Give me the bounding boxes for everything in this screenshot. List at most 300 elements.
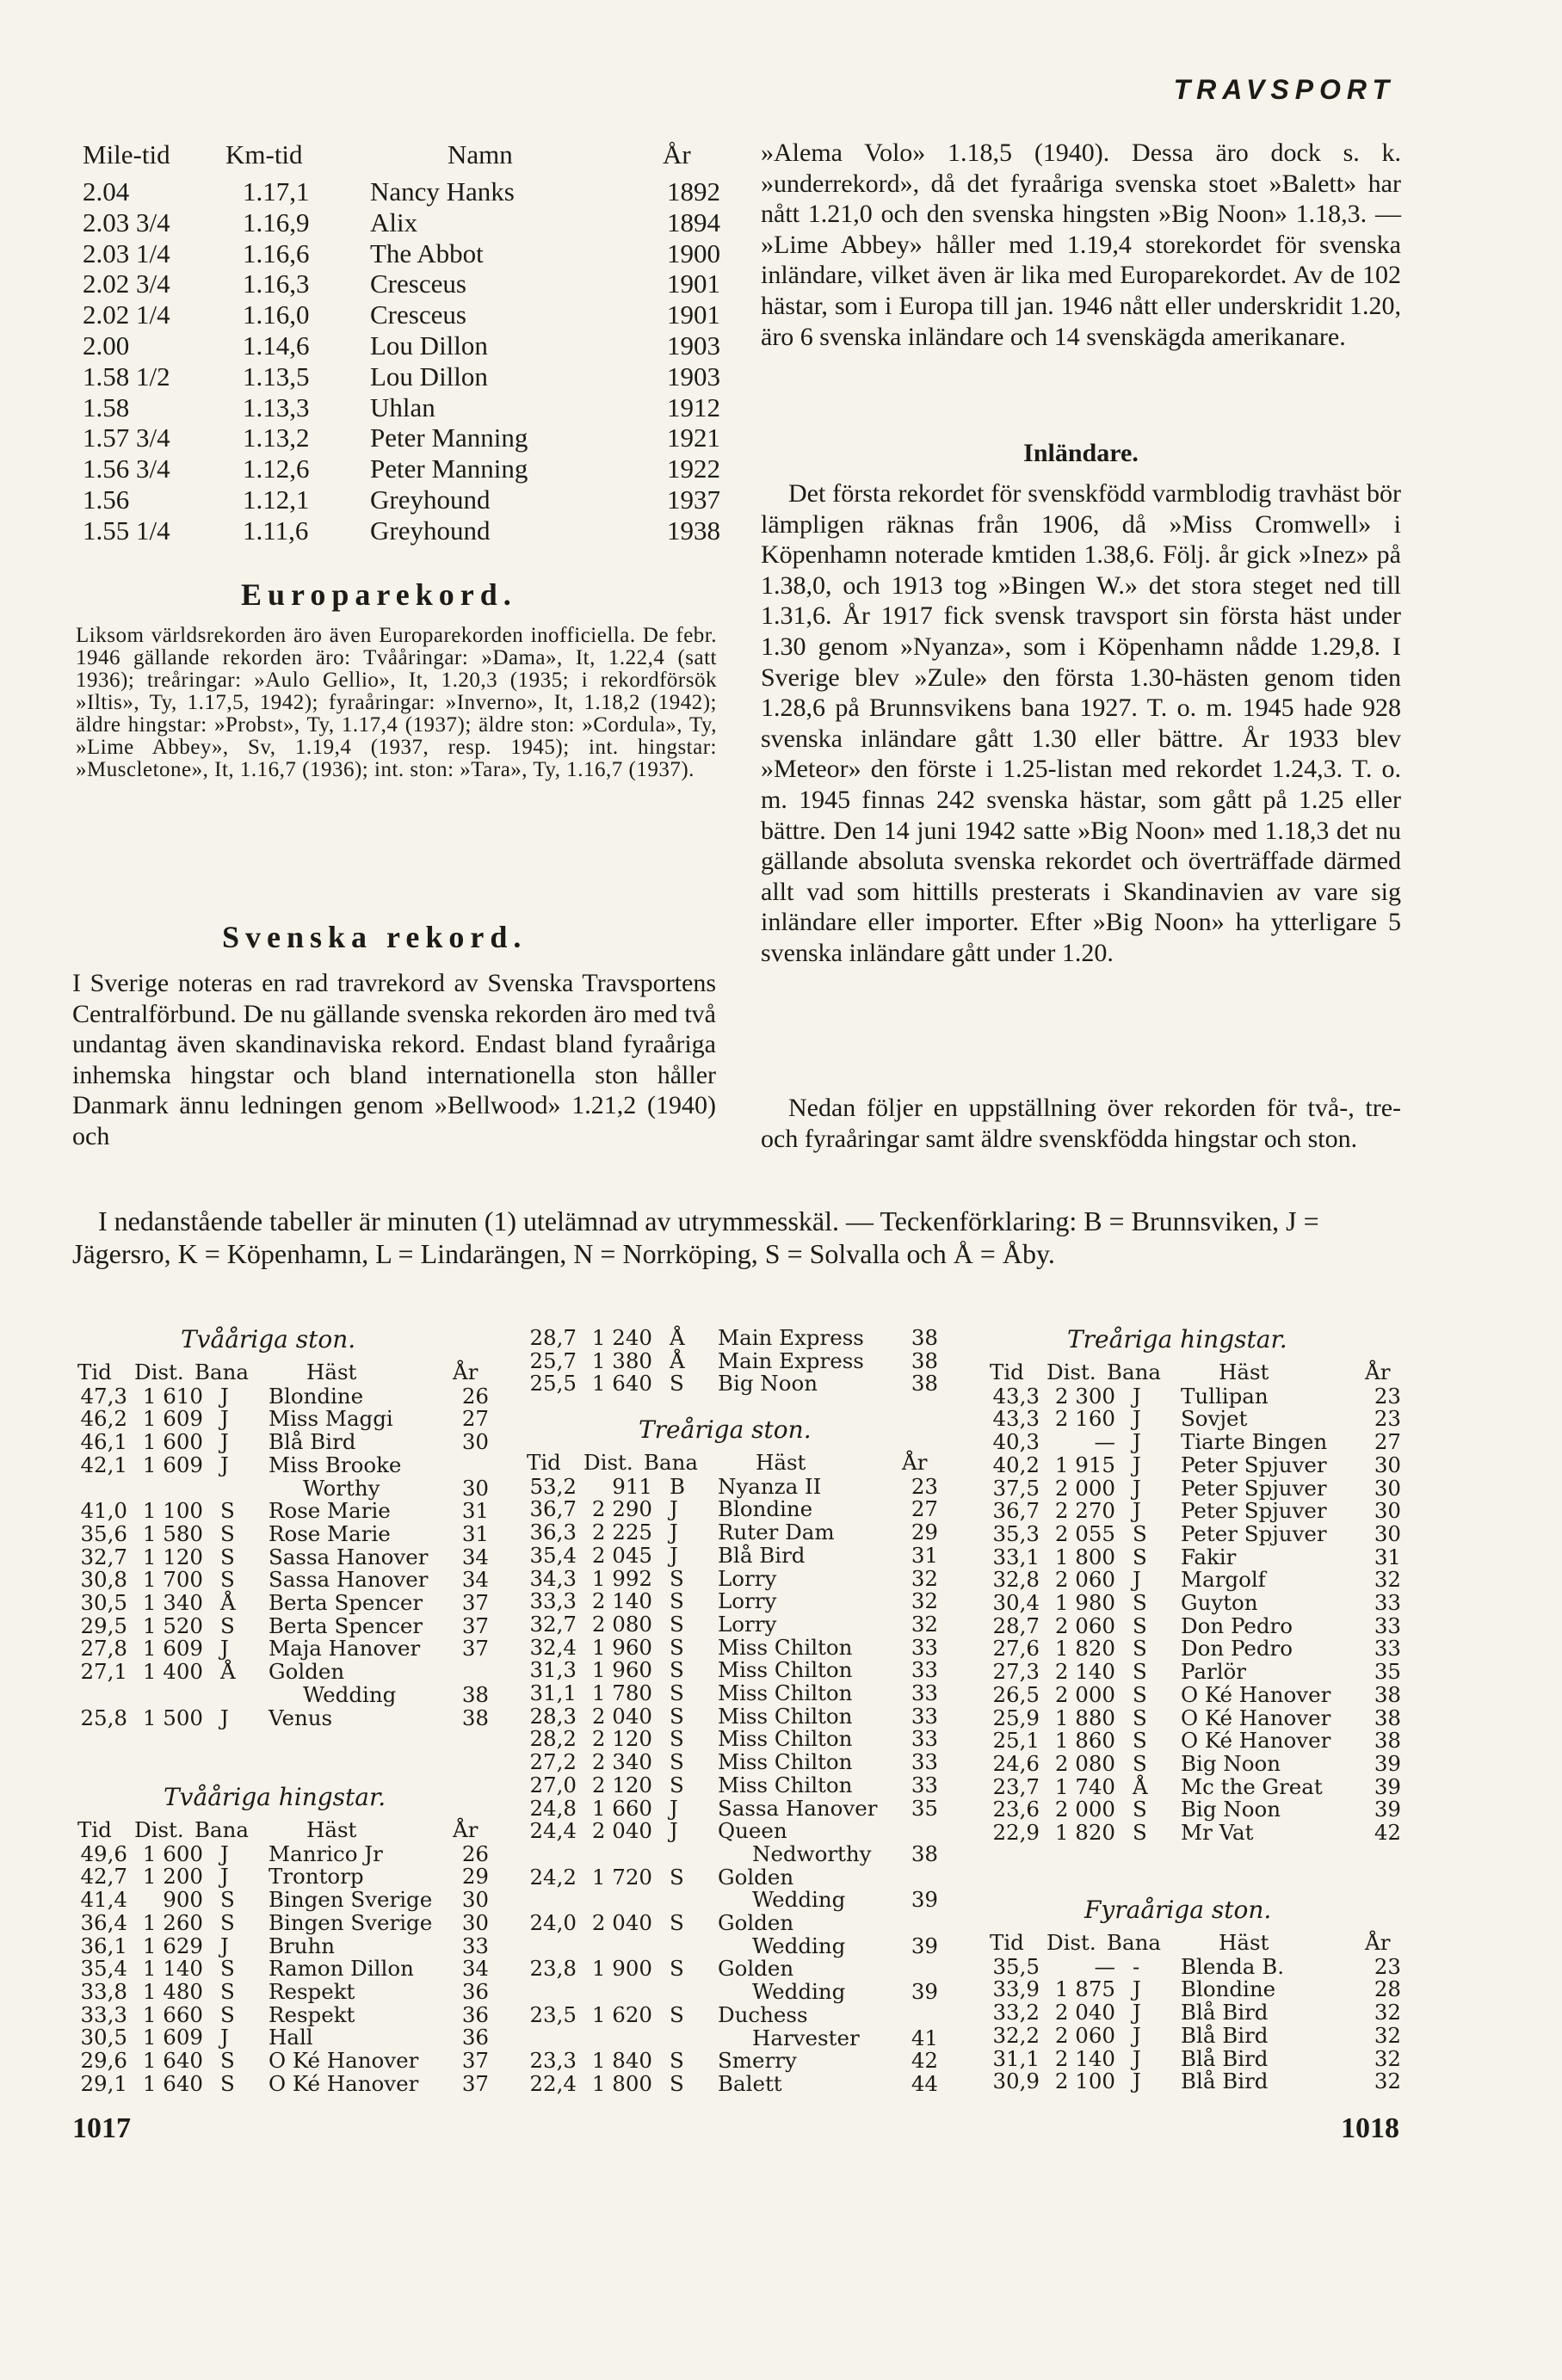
cell-hast: Don Pedro bbox=[1181, 1636, 1293, 1662]
cell-ar: 37 bbox=[461, 2070, 489, 2096]
cell-dist: 1 780 bbox=[591, 1680, 652, 1705]
cell-hast: Main Express bbox=[718, 1347, 864, 1373]
col-header-mile: Mile-tid bbox=[83, 139, 170, 170]
col-header-dist: Dist. bbox=[1046, 1930, 1096, 1955]
cell-tid: 43,3 bbox=[992, 1406, 1040, 1432]
cell-ar: 32 bbox=[1374, 1567, 1401, 1593]
cell-hast: Miss Brooke bbox=[269, 1452, 402, 1477]
cell-hast: Venus bbox=[269, 1705, 333, 1730]
cell-dist: 2 040 bbox=[591, 1818, 652, 1844]
cell-bana: - bbox=[1133, 1953, 1140, 1979]
cell-hast: O Ké Hanover bbox=[1181, 1728, 1331, 1754]
cell-dist: 2 045 bbox=[591, 1542, 652, 1568]
cell-bana: S bbox=[670, 1749, 684, 1775]
col-header-dist: Dist. bbox=[583, 1450, 633, 1475]
cell-hast: Berta Spencer bbox=[269, 1590, 423, 1615]
cell-dist: 2 060 bbox=[1054, 2022, 1115, 2048]
wr-cell-mile: 1.56 bbox=[83, 484, 130, 515]
wr-cell-km: 1.11,6 bbox=[243, 515, 309, 546]
cell-dist: 1 980 bbox=[1054, 1590, 1115, 1615]
cell-bana: J bbox=[1133, 1475, 1141, 1501]
col-header-tid: Tid bbox=[527, 1450, 561, 1475]
cell-tid: 25,9 bbox=[992, 1705, 1040, 1730]
cell-bana: S bbox=[220, 1887, 235, 1913]
cell-hast: Bingen Sverige bbox=[269, 1909, 433, 1935]
cell-tid: 29,1 bbox=[80, 2070, 127, 2096]
wr-cell-mile: 1.56 3/4 bbox=[83, 453, 170, 484]
wr-cell-name: Lou Dillon bbox=[370, 361, 488, 392]
cell-ar: 32 bbox=[1374, 2045, 1401, 2071]
cell-dist: 1 740 bbox=[1054, 1773, 1115, 1799]
cell-hast: Parlör bbox=[1181, 1659, 1247, 1685]
cell-hast: Hall bbox=[269, 2025, 313, 2050]
cell-dist: 1 629 bbox=[142, 1933, 203, 1958]
cell-tid: 40,2 bbox=[992, 1452, 1040, 1477]
cell-tid: 35,4 bbox=[529, 1542, 577, 1568]
cell-bana: S bbox=[220, 1498, 235, 1524]
page-number-left: 1017 bbox=[72, 2112, 131, 2144]
cell-hast: Duchess bbox=[718, 2001, 808, 2027]
wr-cell-mile: 2.03 3/4 bbox=[83, 207, 170, 237]
cell-tid: 43,3 bbox=[992, 1383, 1040, 1409]
cell-ar: 23 bbox=[911, 1473, 938, 1499]
cell-dist: 1 800 bbox=[1054, 1544, 1115, 1569]
cell-tid: 35,5 bbox=[992, 1953, 1040, 1979]
wr-cell-mile: 2.03 1/4 bbox=[83, 237, 170, 268]
col-header-ar: År bbox=[453, 1817, 478, 1842]
cell-bana: S bbox=[1133, 1728, 1147, 1754]
cell-tid: 33,9 bbox=[992, 1976, 1040, 2002]
cell-dist: 1 915 bbox=[1054, 1452, 1115, 1477]
col-header-ar: År bbox=[1365, 1360, 1391, 1384]
col-header-ar: År bbox=[902, 1450, 928, 1475]
wr-cell-year: 1938 bbox=[667, 515, 720, 546]
cell-tid: 30,4 bbox=[992, 1590, 1040, 1615]
cell-bana: S bbox=[220, 1909, 235, 1935]
cell-tid: 32,7 bbox=[529, 1611, 577, 1637]
cell-bana: S bbox=[670, 2001, 684, 2027]
cell-tid: 32,7 bbox=[80, 1544, 127, 1569]
cell-hast: O Ké Hanover bbox=[269, 2048, 419, 2073]
cell-dist: 1 380 bbox=[591, 1347, 652, 1373]
wr-cell-name: Peter Manning bbox=[370, 453, 528, 484]
cell-tid: 31,1 bbox=[529, 1680, 577, 1705]
cell-ar: 30 bbox=[1374, 1452, 1401, 1477]
cell-bana: J bbox=[220, 1840, 229, 1866]
cell-bana: S bbox=[220, 2070, 235, 2096]
cell-hast: Blå Bird bbox=[1181, 2069, 1269, 2094]
cell-hast: Blå Bird bbox=[1181, 2022, 1269, 2048]
cell-bana: S bbox=[670, 1371, 684, 1397]
col-header-hast: Häst bbox=[1219, 1930, 1269, 1955]
cell-hast: Blondine bbox=[269, 1383, 364, 1409]
cell-bana: J bbox=[220, 1864, 229, 1890]
cell-bana: J bbox=[670, 1496, 678, 1522]
cell-bana: S bbox=[670, 2070, 684, 2096]
cell-ar: 38 bbox=[911, 1840, 938, 1866]
cell-ar: 42 bbox=[1374, 1820, 1401, 1845]
cell-tid: 25,8 bbox=[80, 1705, 127, 1730]
cell-dist: 1 840 bbox=[591, 2048, 652, 2074]
cell-dist: 2 080 bbox=[591, 1611, 652, 1637]
cell-bana: S bbox=[1133, 1544, 1147, 1569]
cell-hast: Blå Bird bbox=[269, 1429, 356, 1455]
col-header-bana: Bana bbox=[1107, 1930, 1161, 1955]
cell-tid: 36,7 bbox=[529, 1496, 577, 1522]
cell-hast: Peter Spjuver bbox=[1181, 1520, 1327, 1546]
cell-bana: J bbox=[1133, 1406, 1141, 1432]
cell-dist: 2 290 bbox=[591, 1496, 652, 1522]
col-header-hast: Häst bbox=[306, 1360, 357, 1384]
cell-tid: 24,6 bbox=[992, 1750, 1040, 1776]
wr-cell-mile: 1.58 bbox=[83, 392, 130, 422]
cell-dist: — bbox=[1094, 1429, 1115, 1455]
cell-dist: 1 620 bbox=[591, 2001, 652, 2027]
cell-dist: 2 120 bbox=[591, 1726, 652, 1752]
cell-ar: 39 bbox=[1374, 1773, 1401, 1799]
cell-ar: 38 bbox=[1374, 1728, 1401, 1754]
cell-ar: 32 bbox=[911, 1565, 938, 1591]
cell-hast: Main Express bbox=[718, 1325, 864, 1350]
cell-bana: Å bbox=[1133, 1773, 1148, 1799]
cell-bana: J bbox=[1133, 2022, 1141, 2048]
cell-tid: 33,3 bbox=[80, 2001, 127, 2027]
cell-dist: 1 200 bbox=[142, 1864, 203, 1890]
cell-hast: Sovjet bbox=[1181, 1406, 1248, 1432]
cell-bana: S bbox=[220, 1520, 235, 1546]
cell-ar: 31 bbox=[1374, 1544, 1401, 1569]
wr-cell-km: 1.17,1 bbox=[243, 176, 310, 207]
col-header-bana: Bana bbox=[194, 1360, 249, 1384]
cell-ar: 42 bbox=[911, 2048, 938, 2074]
table-title: Fyraåriga ston. bbox=[1084, 1896, 1272, 1924]
cell-ar: 35 bbox=[911, 1795, 938, 1821]
cell-ar: 34 bbox=[461, 1544, 489, 1569]
cell-tid: 28,7 bbox=[992, 1612, 1040, 1638]
cell-hast: Blå Bird bbox=[1181, 2000, 1269, 2025]
cell-ar: 29 bbox=[461, 1864, 489, 1890]
wr-cell-mile: 2.02 1/4 bbox=[83, 299, 170, 330]
cell-tid: 46,1 bbox=[80, 1429, 127, 1455]
col-header-ar: År bbox=[1365, 1930, 1391, 1955]
wr-cell-km: 1.13,5 bbox=[243, 361, 310, 392]
cell-bana: S bbox=[670, 1565, 684, 1591]
col-header-tid: Tid bbox=[990, 1930, 1024, 1955]
cell-hast: Maja Hanover bbox=[269, 1636, 421, 1662]
cell-bana: S bbox=[1133, 1705, 1147, 1730]
cell-ar: 32 bbox=[1374, 2000, 1401, 2025]
cell-hast: Nedworthy bbox=[752, 1840, 872, 1866]
world-record-table bbox=[0, 0, 757, 568]
cell-tid: 24,0 bbox=[529, 1910, 577, 1935]
cell-hast: Rose Marie bbox=[269, 1498, 391, 1524]
cell-ar: 33 bbox=[1374, 1636, 1401, 1662]
cell-bana: J bbox=[220, 1429, 229, 1455]
cell-dist: 1 960 bbox=[591, 1657, 652, 1683]
cell-bana: S bbox=[670, 1864, 684, 1890]
cell-hast: Sassa Hanover bbox=[269, 1544, 429, 1569]
col-header-bana: Bana bbox=[1107, 1360, 1161, 1384]
cell-tid: 30,9 bbox=[992, 2069, 1040, 2094]
cell-dist: 1 900 bbox=[591, 1956, 652, 1982]
cell-ar: 26 bbox=[461, 1383, 489, 1409]
cell-bana: J bbox=[1133, 1498, 1141, 1524]
cell-hast: Wedding bbox=[752, 1887, 846, 1913]
svenska-text: I Sverige noteras en rad travrekord av Svenska Travsportens Centralförbund. De nu gällande svenska rekorden äro med två undantag även skandinaviska rekord. Endast bland fyraåriga inhemska hingstar och bland internationella ston håller Danmark ännu ledningen genom »Bellwood» 1.21,2 (1940) och bbox=[72, 969, 716, 1150]
cell-dist: 1 860 bbox=[1054, 1728, 1115, 1754]
wr-cell-name: Nancy Hanks bbox=[370, 176, 515, 207]
wr-cell-km: 1.16,6 bbox=[243, 237, 310, 268]
wr-cell-km: 1.16,3 bbox=[243, 268, 310, 299]
cell-hast: Sassa Hanover bbox=[269, 1567, 429, 1593]
cell-bana: S bbox=[670, 1703, 684, 1729]
cell-hast: Miss Chilton bbox=[718, 1634, 853, 1660]
cell-hast: Tullipan bbox=[1181, 1383, 1269, 1409]
cell-tid: 33,3 bbox=[529, 1588, 577, 1614]
cell-bana: S bbox=[220, 1978, 235, 2004]
cell-ar: 23 bbox=[1374, 1406, 1401, 1432]
cell-hast: Peter Spjuver bbox=[1181, 1452, 1327, 1477]
cell-tid: 42,7 bbox=[80, 1864, 127, 1890]
cell-dist: 2 300 bbox=[1054, 1383, 1115, 1409]
cell-ar: 31 bbox=[911, 1542, 938, 1568]
wr-cell-mile: 2.02 3/4 bbox=[83, 268, 170, 299]
cell-tid: 29,6 bbox=[80, 2048, 127, 2073]
cell-dist: 1 120 bbox=[142, 1544, 203, 1569]
col-header-ar: År bbox=[453, 1360, 478, 1384]
cell-hast: O Ké Hanover bbox=[1181, 1705, 1331, 1730]
cell-bana: J bbox=[670, 1795, 678, 1821]
col-header-dist: Dist. bbox=[134, 1360, 184, 1384]
cell-dist: 1 640 bbox=[142, 2070, 203, 2096]
cell-dist: 1 992 bbox=[591, 1565, 652, 1591]
cell-bana: S bbox=[220, 1956, 235, 1982]
cell-ar: 27 bbox=[911, 1496, 938, 1522]
cell-ar: 27 bbox=[1374, 1429, 1401, 1455]
cell-ar: 32 bbox=[911, 1588, 938, 1614]
cell-hast: Miss Chilton bbox=[718, 1749, 853, 1775]
cell-ar: 26 bbox=[461, 1840, 489, 1866]
cell-ar: 33 bbox=[911, 1634, 938, 1660]
cell-tid: 23,3 bbox=[529, 2048, 577, 2074]
cell-hast: Respekt bbox=[269, 2001, 355, 2027]
cell-ar: 28 bbox=[1374, 1976, 1401, 2002]
cell-hast: Big Noon bbox=[1181, 1797, 1281, 1822]
cell-hast: Balett bbox=[718, 2070, 782, 2096]
cell-hast: Lorry bbox=[718, 1565, 777, 1591]
cell-tid: 31,1 bbox=[992, 2045, 1040, 2071]
cell-dist: 1 400 bbox=[142, 1659, 203, 1685]
page-number-right: 1018 bbox=[1341, 2112, 1399, 2144]
cell-hast: Miss Chilton bbox=[718, 1680, 853, 1705]
cell-dist: 2 055 bbox=[1054, 1520, 1115, 1546]
wr-cell-km: 1.16,9 bbox=[243, 207, 310, 237]
cell-tid: 36,4 bbox=[80, 1909, 127, 1935]
cell-hast: Miss Chilton bbox=[718, 1772, 853, 1797]
cell-hast: Big Noon bbox=[1181, 1750, 1281, 1776]
wr-cell-year: 1922 bbox=[667, 453, 720, 484]
cell-hast: Trontorp bbox=[269, 1864, 364, 1890]
right-para-1: »Alema Volo» 1.18,5 (1940). Dessa äro dock s. k. »underrekord», då det fyraåriga svenska stoet »Balett» har nått 1.21,0 och den svenska hingsten »Big Noon» 1.18,3. — »Lime Abbey» håller med 1.19,4 storekordet för svenska inländare, vilket även är lika med Europarekordet. Av de 102 hästar, som i Europa till jan. 1946 nått eller underskridit 1.20, äro 6 svenska inländare och 14 svenskägda amerikanare. bbox=[761, 139, 1401, 351]
cell-dist: 1 609 bbox=[142, 1406, 203, 1432]
cell-bana: J bbox=[1133, 2045, 1141, 2071]
cell-ar: 35 bbox=[1374, 1659, 1401, 1685]
cell-hast: Queen bbox=[718, 1818, 787, 1844]
cell-dist: 1 640 bbox=[591, 1371, 652, 1397]
cell-dist: 900 bbox=[163, 1887, 203, 1913]
cell-dist: 1 960 bbox=[591, 1634, 652, 1660]
cell-bana: S bbox=[220, 2001, 235, 2027]
cell-hast: Miss Chilton bbox=[718, 1703, 853, 1729]
cell-tid: 32,4 bbox=[529, 1634, 577, 1660]
cell-dist: 911 bbox=[612, 1473, 652, 1499]
cell-tid: 27,1 bbox=[80, 1659, 127, 1685]
europarekord-title: Europarekord. bbox=[241, 577, 517, 612]
cell-bana: S bbox=[220, 1612, 235, 1638]
cell-bana: S bbox=[220, 1567, 235, 1593]
table-title: Tvååriga hingstar. bbox=[164, 1783, 386, 1811]
col-header-dist: Dist. bbox=[1046, 1360, 1096, 1384]
cell-tid: 33,2 bbox=[992, 2000, 1040, 2025]
cell-hast: Golden bbox=[718, 1864, 794, 1890]
cell-dist: 2 160 bbox=[1054, 1406, 1115, 1432]
wr-cell-name: Greyhound bbox=[370, 484, 491, 515]
cell-dist: 1 800 bbox=[591, 2070, 652, 2096]
cell-tid: 28,7 bbox=[529, 1325, 577, 1350]
wr-cell-mile: 1.55 1/4 bbox=[83, 515, 170, 546]
cell-hast: Miss Chilton bbox=[718, 1657, 853, 1683]
cell-dist: 1 660 bbox=[142, 2001, 203, 2027]
cell-bana: Å bbox=[220, 1659, 236, 1685]
cell-tid: 30,5 bbox=[80, 1590, 127, 1615]
wr-cell-name: Peter Manning bbox=[370, 422, 528, 453]
cell-bana: J bbox=[1133, 2069, 1141, 2094]
cell-hast: Miss Chilton bbox=[718, 1726, 853, 1752]
cell-dist: 1 820 bbox=[1054, 1636, 1115, 1662]
cell-dist: 2 000 bbox=[1054, 1681, 1115, 1707]
cell-tid: 27,3 bbox=[992, 1659, 1040, 1685]
svenska-title: Svenska rekord. bbox=[222, 920, 528, 954]
cell-bana: S bbox=[1133, 1681, 1147, 1707]
wr-cell-name: Cresceus bbox=[370, 299, 466, 330]
cell-ar: 30 bbox=[461, 1429, 489, 1455]
cell-dist: 2 225 bbox=[591, 1520, 652, 1545]
cell-hast: Wedding bbox=[752, 1979, 846, 2005]
cell-hast: Lorry bbox=[718, 1588, 777, 1614]
right-para-3: Nedan följer en uppställning över rekorden för två-, tre- och fyraåringar samt äldre svenskfödda hingstar och ston. bbox=[761, 1094, 1401, 1153]
cell-dist: 1 600 bbox=[142, 1429, 203, 1455]
cell-hast: Bruhn bbox=[269, 1933, 336, 1958]
cell-bana: J bbox=[220, 1452, 229, 1477]
cell-ar: 38 bbox=[911, 1371, 938, 1397]
wr-cell-year: 1901 bbox=[667, 299, 720, 330]
cell-dist: 1 660 bbox=[591, 1795, 652, 1821]
cell-ar: 38 bbox=[1374, 1705, 1401, 1730]
wr-cell-year: 1921 bbox=[667, 422, 720, 453]
cell-hast: Blå Bird bbox=[718, 1542, 806, 1568]
cell-dist: 1 609 bbox=[142, 1452, 203, 1477]
cell-bana: S bbox=[670, 1657, 684, 1683]
cell-tid: 35,3 bbox=[992, 1520, 1040, 1546]
cell-dist: 2 120 bbox=[591, 1772, 652, 1797]
cell-bana: S bbox=[220, 1544, 235, 1569]
cell-bana: Å bbox=[670, 1325, 685, 1350]
cell-ar: 30 bbox=[1374, 1475, 1401, 1501]
cell-ar: 34 bbox=[461, 1956, 489, 1982]
cell-tid: 26,5 bbox=[992, 1681, 1040, 1707]
cell-ar: 38 bbox=[911, 1325, 938, 1350]
cell-dist: 1 820 bbox=[1054, 1820, 1115, 1845]
cell-ar: 32 bbox=[911, 1611, 938, 1637]
cell-hast: Golden bbox=[718, 1910, 794, 1935]
cell-ar: 38 bbox=[461, 1681, 489, 1707]
cell-dist: 1 340 bbox=[142, 1590, 203, 1615]
cell-tid: 22,4 bbox=[529, 2070, 577, 2096]
cell-bana: J bbox=[670, 1542, 678, 1568]
cell-ar: 33 bbox=[1374, 1590, 1401, 1615]
cell-ar: 33 bbox=[911, 1657, 938, 1683]
cell-hast: Peter Spjuver bbox=[1181, 1498, 1327, 1524]
cell-ar: 33 bbox=[911, 1749, 938, 1775]
cell-ar: 37 bbox=[461, 2048, 489, 2073]
cell-dist: — bbox=[1094, 1953, 1115, 1979]
cell-dist: 2 340 bbox=[591, 1749, 652, 1775]
cell-ar: 30 bbox=[461, 1475, 489, 1501]
cell-bana: S bbox=[1133, 1820, 1147, 1845]
wr-cell-year: 1900 bbox=[667, 237, 720, 268]
cell-bana: S bbox=[670, 1680, 684, 1705]
cell-tid: 36,3 bbox=[529, 1520, 577, 1545]
cell-dist: 2 000 bbox=[1054, 1475, 1115, 1501]
wr-cell-km: 1.16,0 bbox=[243, 299, 310, 330]
col-header-km: Km-tid bbox=[225, 139, 303, 170]
cell-hast: Miss Maggi bbox=[269, 1406, 393, 1432]
cell-dist: 2 040 bbox=[591, 1703, 652, 1729]
cell-hast: Smerry bbox=[718, 2048, 797, 2074]
cell-bana: Å bbox=[220, 1590, 236, 1615]
cell-ar: 41 bbox=[911, 2025, 938, 2050]
cell-bana: S bbox=[670, 1611, 684, 1637]
wr-cell-name: Greyhound bbox=[370, 515, 491, 546]
wr-cell-name: Alix bbox=[370, 207, 418, 237]
cell-bana: Å bbox=[670, 1347, 685, 1373]
col-header-hast: Häst bbox=[306, 1817, 357, 1842]
cell-ar: 39 bbox=[1374, 1797, 1401, 1822]
cell-dist: 2 100 bbox=[1054, 2069, 1115, 2094]
cell-ar: 30 bbox=[461, 1909, 489, 1935]
cell-tid: 29,5 bbox=[80, 1612, 127, 1638]
europarekord-text: Liksom världsrekorden äro även Europarekorden inofficiella. De febr. 1946 gällande rekorden äro: Tvååringar: »Dama», It, 1.22,4 (satt 1936); treåringar: »Aulo Gellio», It, 1.20,3 (1935; i rekordförsök »Iltis», Ty, 1.17,5, 1942); fyraåringar: »Inverno», It, 1.18,2 (1942); äldre hingstar: »Probst», Ty, 1.17,4 (1937); äldre ston: »Cordula», Ty, »Lime Abbey», Sv, 1.19,4 (1937, resp. 1945); int. hingstar: »Muscletone», It, 1.16,7 (1936); int. ston: »Tara», Ty, 1.16,7 (1937). bbox=[76, 624, 717, 781]
cell-ar: 37 bbox=[461, 1590, 489, 1615]
cell-tid: 33,1 bbox=[992, 1544, 1040, 1569]
cell-dist: 1 260 bbox=[142, 1909, 203, 1935]
col-header-tid: Tid bbox=[77, 1817, 112, 1842]
wr-cell-year: 1903 bbox=[667, 330, 720, 361]
cell-tid: 27,0 bbox=[529, 1772, 577, 1797]
cell-tid: 25,5 bbox=[529, 1371, 577, 1397]
cell-hast: Blå Bird bbox=[1181, 2045, 1269, 2071]
cell-ar: 37 bbox=[461, 1636, 489, 1662]
cell-dist: 1 640 bbox=[142, 2048, 203, 2073]
cell-tid: 24,4 bbox=[529, 1818, 577, 1844]
cell-bana: J bbox=[220, 1406, 229, 1432]
table-title: Tvååriga ston. bbox=[181, 1325, 356, 1353]
wr-cell-mile: 1.57 3/4 bbox=[83, 422, 170, 453]
cell-tid: 30,8 bbox=[80, 1567, 127, 1593]
cell-tid: 31,3 bbox=[529, 1657, 577, 1683]
cell-tid: 53,2 bbox=[529, 1473, 577, 1499]
cell-ar: 38 bbox=[461, 1705, 489, 1730]
